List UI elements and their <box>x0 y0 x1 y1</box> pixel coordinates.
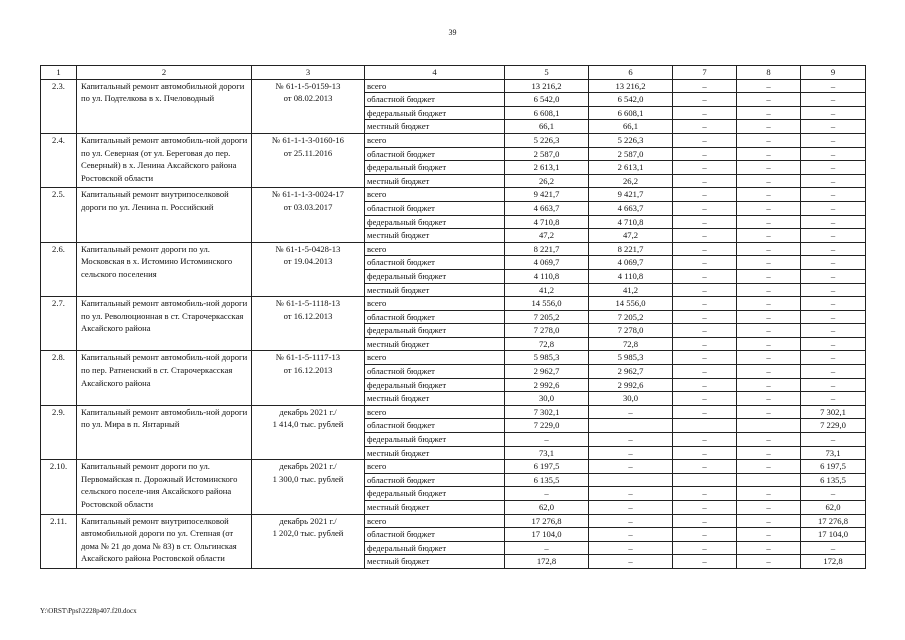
amount-col-7: – <box>673 365 737 379</box>
expertise-doc-line: № 61-1-1-3-0160-16 <box>272 134 344 145</box>
amount-col-9: 73,1 <box>801 446 866 460</box>
table-row <box>41 297 866 311</box>
amount-col-6: 2 613,1 <box>589 161 673 175</box>
expertise-doc-line: декабрь 2021 г./ <box>279 461 337 472</box>
amount-col-6: 13 216,2 <box>589 79 673 93</box>
amount-col-6 <box>589 473 673 487</box>
amount-col-9: – <box>801 161 866 175</box>
budget-source: областной бюджет <box>365 528 505 542</box>
table-row <box>41 242 866 256</box>
amount-col-7: – <box>673 392 737 406</box>
amount-col-6: 4 110,8 <box>589 269 673 283</box>
budget-source: федеральный бюджет <box>365 378 505 392</box>
amount-col-7: – <box>673 405 737 419</box>
amount-col-9: – <box>801 310 866 324</box>
amount-col-6: 26,2 <box>589 174 673 188</box>
table-row <box>41 351 866 365</box>
budget-source: всего <box>365 514 505 528</box>
header-cell: 1 <box>41 66 77 80</box>
amount-col-7: – <box>673 188 737 202</box>
amount-col-8: – <box>737 106 801 120</box>
expertise-doc <box>252 514 365 568</box>
amount-col-9: 6 135,5 <box>801 473 866 487</box>
total-amount: 72,8 <box>505 337 589 351</box>
budget-source: местный бюджет <box>365 392 505 406</box>
amount-col-7: – <box>673 324 737 338</box>
amount-col-7: – <box>673 351 737 365</box>
amount-col-8: – <box>737 365 801 379</box>
budget-source: всего <box>365 460 505 474</box>
amount-col-7: – <box>673 161 737 175</box>
amount-col-6: 7 278,0 <box>589 324 673 338</box>
amount-col-8: – <box>737 161 801 175</box>
budget-source: всего <box>365 351 505 365</box>
amount-col-8: – <box>737 147 801 161</box>
budget-source: федеральный бюджет <box>365 269 505 283</box>
amount-col-6: 41,2 <box>589 283 673 297</box>
amount-col-7: – <box>673 378 737 392</box>
expertise-doc-line: 1 300,0 тыс. рублей <box>272 473 344 484</box>
header-cell: 7 <box>673 66 737 80</box>
amount-col-6: 9 421,7 <box>589 188 673 202</box>
budget-source: федеральный бюджет <box>365 487 505 501</box>
project-name: Капитальный ремонт внутрипоселковой автомобильной дороги по ул. Степная (от дома № 21 до дома № 83) в ст. Ольгинская Аксайского района Ростовской области <box>77 514 252 568</box>
amount-col-8 <box>737 419 801 433</box>
amount-col-7: – <box>673 283 737 297</box>
budget-source: всего <box>365 79 505 93</box>
table-row <box>41 514 866 528</box>
total-amount: 17 104,0 <box>505 528 589 542</box>
amount-col-9: – <box>801 365 866 379</box>
amount-col-7: – <box>673 229 737 243</box>
amount-col-7: – <box>673 79 737 93</box>
amount-col-8: – <box>737 514 801 528</box>
table-row <box>41 405 866 419</box>
amount-col-6: – <box>589 446 673 460</box>
header-cell: 2 <box>77 66 252 80</box>
amount-col-6: – <box>589 460 673 474</box>
budget-source: местный бюджет <box>365 555 505 569</box>
amount-col-9: – <box>801 242 866 256</box>
item-number: 2.8. <box>41 351 77 405</box>
amount-col-6: 8 221,7 <box>589 242 673 256</box>
amount-col-6: 14 556,0 <box>589 297 673 311</box>
table-row <box>41 79 866 93</box>
expertise-doc-line: № 61-1-1-3-0024-17 <box>272 189 344 200</box>
amount-col-8: – <box>737 242 801 256</box>
budget-source: всего <box>365 405 505 419</box>
header-cell: 9 <box>801 66 866 80</box>
expertise-doc-line: от 16.12.2013 <box>283 365 333 376</box>
amount-col-9: – <box>801 297 866 311</box>
budget-source: местный бюджет <box>365 229 505 243</box>
amount-col-8: – <box>737 188 801 202</box>
expertise-doc <box>252 79 365 133</box>
total-amount: – <box>505 541 589 555</box>
amount-col-6: – <box>589 433 673 447</box>
expertise-doc-line: от 16.12.2013 <box>283 310 333 321</box>
total-amount: 9 421,7 <box>505 188 589 202</box>
amount-col-9: – <box>801 79 866 93</box>
amount-col-8: – <box>737 487 801 501</box>
budget-source: местный бюджет <box>365 174 505 188</box>
budget-source: областной бюджет <box>365 310 505 324</box>
amount-col-7: – <box>673 106 737 120</box>
item-number: 2.11. <box>41 514 77 568</box>
project-name: Капитальный ремонт автомобиль-ной дороги по ул. Северная (от ул. Береговая до пер. Северный) в х. Ленина Аксайского района Ростовской области <box>77 133 252 187</box>
amount-col-8: – <box>737 297 801 311</box>
expertise-doc <box>252 297 365 351</box>
amount-col-8 <box>737 473 801 487</box>
amount-col-6: – <box>589 487 673 501</box>
amount-col-7: – <box>673 201 737 215</box>
total-amount: 26,2 <box>505 174 589 188</box>
amount-col-7 <box>673 473 737 487</box>
budget-source: местный бюджет <box>365 283 505 297</box>
amount-col-9: – <box>801 215 866 229</box>
total-amount: 5 226,3 <box>505 133 589 147</box>
amount-col-7: – <box>673 310 737 324</box>
amount-col-8: – <box>737 446 801 460</box>
item-number: 2.10. <box>41 460 77 514</box>
amount-col-8: – <box>737 93 801 107</box>
amount-col-6: 6 608,1 <box>589 106 673 120</box>
amount-col-9: – <box>801 283 866 297</box>
amount-col-7: – <box>673 93 737 107</box>
amount-col-8: – <box>737 555 801 569</box>
amount-col-7 <box>673 419 737 433</box>
table-row <box>41 188 866 202</box>
amount-col-6: 30,0 <box>589 392 673 406</box>
amount-col-9: – <box>801 229 866 243</box>
budget-source: областной бюджет <box>365 419 505 433</box>
amount-col-6: 5 226,3 <box>589 133 673 147</box>
amount-col-6: 72,8 <box>589 337 673 351</box>
budget-source: всего <box>365 242 505 256</box>
item-number: 2.9. <box>41 405 77 459</box>
amount-col-9: – <box>801 256 866 270</box>
expertise-doc <box>252 351 365 405</box>
table-row <box>41 133 866 147</box>
budget-source: местный бюджет <box>365 501 505 515</box>
amount-col-6: – <box>589 514 673 528</box>
amount-col-7: – <box>673 133 737 147</box>
expertise-doc-line: от 19.04.2013 <box>283 256 333 267</box>
item-number: 2.7. <box>41 297 77 351</box>
amount-col-6: 7 205,2 <box>589 310 673 324</box>
amount-col-8: – <box>737 133 801 147</box>
total-amount: – <box>505 487 589 501</box>
amount-col-8: – <box>737 310 801 324</box>
total-amount: 14 556,0 <box>505 297 589 311</box>
amount-col-6: – <box>589 528 673 542</box>
expertise-doc-line: № 61-1-5-1118-13 <box>275 298 341 309</box>
amount-col-6: 2 992,6 <box>589 378 673 392</box>
amount-col-6: 6 542,0 <box>589 93 673 107</box>
total-amount: 73,1 <box>505 446 589 460</box>
amount-col-6: 2 962,7 <box>589 365 673 379</box>
amount-col-8: – <box>737 256 801 270</box>
amount-col-8: – <box>737 541 801 555</box>
amount-col-9: – <box>801 147 866 161</box>
budget-source: всего <box>365 133 505 147</box>
amount-col-9: – <box>801 269 866 283</box>
amount-col-9: – <box>801 337 866 351</box>
amount-col-8: – <box>737 120 801 134</box>
amount-col-7: – <box>673 337 737 351</box>
amount-col-6: 47,2 <box>589 229 673 243</box>
total-amount: 7 302,1 <box>505 405 589 419</box>
amount-col-8: – <box>737 392 801 406</box>
item-number: 2.6. <box>41 242 77 296</box>
item-number: 2.4. <box>41 133 77 187</box>
amount-col-8: – <box>737 324 801 338</box>
amount-col-9: – <box>801 93 866 107</box>
total-amount: 7 205,2 <box>505 310 589 324</box>
amount-col-9: 6 197,5 <box>801 460 866 474</box>
expertise-doc <box>252 188 365 242</box>
amount-col-6: 5 985,3 <box>589 351 673 365</box>
amount-col-8: – <box>737 351 801 365</box>
amount-col-7: – <box>673 541 737 555</box>
amount-col-6 <box>589 419 673 433</box>
amount-col-6: – <box>589 501 673 515</box>
project-name: Капитальный ремонт автомобиль-ной дороги по пер. Ратненский в ст. Старочеркасская Аксайского района <box>77 351 252 405</box>
amount-col-9: – <box>801 541 866 555</box>
page-number: 39 <box>448 28 457 37</box>
amount-col-9: 17 276,8 <box>801 514 866 528</box>
budget-source: федеральный бюджет <box>365 106 505 120</box>
amount-col-9: 7 302,1 <box>801 405 866 419</box>
amount-col-7: – <box>673 487 737 501</box>
amount-col-7: – <box>673 433 737 447</box>
amount-col-8: – <box>737 460 801 474</box>
expertise-doc-line: декабрь 2021 г./ <box>279 515 337 526</box>
amount-col-9: 172,8 <box>801 555 866 569</box>
total-amount: 8 221,7 <box>505 242 589 256</box>
amount-col-7: – <box>673 555 737 569</box>
total-amount: 2 613,1 <box>505 161 589 175</box>
budget-source: всего <box>365 297 505 311</box>
expertise-doc <box>252 405 365 459</box>
amount-col-7: – <box>673 501 737 515</box>
amount-col-8: – <box>737 405 801 419</box>
expertise-doc-line: № 61-1-5-1117-13 <box>275 352 341 363</box>
budget-source: местный бюджет <box>365 120 505 134</box>
total-amount: 6 197,5 <box>505 460 589 474</box>
amount-col-8: – <box>737 201 801 215</box>
expertise-doc-line: от 25.11.2016 <box>283 147 333 158</box>
amount-col-8: – <box>737 174 801 188</box>
expertise-doc-line: № 61-1-5-0428-13 <box>275 243 341 254</box>
total-amount: 13 216,2 <box>505 79 589 93</box>
expertise-doc-line: от 03.03.2017 <box>283 201 333 212</box>
project-name: Капитальный ремонт автомобиль-ной дороги по ул. Мира в п. Янтарный <box>77 405 252 459</box>
project-name: Капитальный ремонт автомобиль-ной дороги по ул. Революционная в ст. Старочеркасская Аксайского района <box>77 297 252 351</box>
table-body <box>41 66 866 569</box>
expertise-doc-line: № 61-1-5-0159-13 <box>275 80 341 91</box>
expertise-doc-line: от 08.02.2013 <box>283 93 333 104</box>
total-amount: 4 663,7 <box>505 201 589 215</box>
amount-col-7: – <box>673 215 737 229</box>
amount-col-9: 17 104,0 <box>801 528 866 542</box>
amount-col-9: – <box>801 201 866 215</box>
budget-table <box>40 65 866 569</box>
budget-source: федеральный бюджет <box>365 161 505 175</box>
amount-col-6: – <box>589 405 673 419</box>
amount-col-8: – <box>737 215 801 229</box>
total-amount: 4 110,8 <box>505 269 589 283</box>
amount-col-6: 4 069,7 <box>589 256 673 270</box>
amount-col-7: – <box>673 256 737 270</box>
file-path-footer: Y:\ORST\Ppsl\2228p407.f20.docx <box>40 607 137 615</box>
amount-col-7: – <box>673 514 737 528</box>
amount-col-8: – <box>737 528 801 542</box>
budget-source: федеральный бюджет <box>365 215 505 229</box>
total-amount: 2 962,7 <box>505 365 589 379</box>
amount-col-6: – <box>589 541 673 555</box>
amount-col-9: – <box>801 106 866 120</box>
amount-col-6: 4 663,7 <box>589 201 673 215</box>
expertise-doc-line: декабрь 2021 г./ <box>279 406 337 417</box>
header-row <box>41 66 866 80</box>
total-amount: 47,2 <box>505 229 589 243</box>
total-amount: 2 992,6 <box>505 378 589 392</box>
budget-source: местный бюджет <box>365 446 505 460</box>
budget-source: областной бюджет <box>365 147 505 161</box>
total-amount: 6 608,1 <box>505 106 589 120</box>
amount-col-9: – <box>801 133 866 147</box>
total-amount: 172,8 <box>505 555 589 569</box>
total-amount: 2 587,0 <box>505 147 589 161</box>
header-cell: 8 <box>737 66 801 80</box>
amount-col-8: – <box>737 337 801 351</box>
budget-source: всего <box>365 188 505 202</box>
total-amount: 6 542,0 <box>505 93 589 107</box>
amount-col-9: – <box>801 392 866 406</box>
total-amount: 17 276,8 <box>505 514 589 528</box>
amount-col-7: – <box>673 174 737 188</box>
project-name: Капитальный ремонт автомобильной дороги по ул. Подтелкова в х. Пчеловодный <box>77 79 252 133</box>
amount-col-9: – <box>801 433 866 447</box>
total-amount: 4 710,8 <box>505 215 589 229</box>
total-amount: – <box>505 433 589 447</box>
amount-col-8: – <box>737 229 801 243</box>
budget-source: местный бюджет <box>365 337 505 351</box>
expertise-doc <box>252 242 365 296</box>
amount-col-7: – <box>673 446 737 460</box>
amount-col-9: 62,0 <box>801 501 866 515</box>
total-amount: 66,1 <box>505 120 589 134</box>
amount-col-9: 7 229,0 <box>801 419 866 433</box>
amount-col-7: – <box>673 460 737 474</box>
total-amount: 41,2 <box>505 283 589 297</box>
table-row <box>41 460 866 474</box>
amount-col-8: – <box>737 501 801 515</box>
budget-source: областной бюджет <box>365 365 505 379</box>
item-number: 2.3. <box>41 79 77 133</box>
total-amount: 7 229,0 <box>505 419 589 433</box>
project-name: Капитальный ремонт дороги по ул. Московская в х. Истомино Истоминского сельского поселения <box>77 242 252 296</box>
amount-col-9: – <box>801 188 866 202</box>
amount-col-7: – <box>673 269 737 283</box>
amount-col-9: – <box>801 351 866 365</box>
header-cell: 5 <box>505 66 589 80</box>
project-name: Капитальный ремонт внутрипоселковой дороги по ул. Ленина п. Российский <box>77 188 252 242</box>
expertise-doc <box>252 460 365 514</box>
total-amount: 4 069,7 <box>505 256 589 270</box>
amount-col-9: – <box>801 120 866 134</box>
amount-col-7: – <box>673 120 737 134</box>
total-amount: 5 985,3 <box>505 351 589 365</box>
budget-source: областной бюджет <box>365 201 505 215</box>
expertise-doc <box>252 133 365 187</box>
amount-col-7: – <box>673 242 737 256</box>
expertise-doc-line: 1 414,0 тыс. рублей <box>272 419 344 430</box>
total-amount: 7 278,0 <box>505 324 589 338</box>
amount-col-8: – <box>737 433 801 447</box>
total-amount: 62,0 <box>505 501 589 515</box>
amount-col-7: – <box>673 147 737 161</box>
budget-source: областной бюджет <box>365 256 505 270</box>
project-name: Капитальный ремонт дороги по ул. Первомайская п. Дорожный Истоминского сельского поселе-ния Аксайского района Ростовской области <box>77 460 252 514</box>
budget-source: федеральный бюджет <box>365 433 505 447</box>
amount-col-8: – <box>737 269 801 283</box>
amount-col-7: – <box>673 297 737 311</box>
amount-col-8: – <box>737 283 801 297</box>
amount-col-9: – <box>801 174 866 188</box>
amount-col-9: – <box>801 378 866 392</box>
amount-col-6: 4 710,8 <box>589 215 673 229</box>
budget-source: федеральный бюджет <box>365 541 505 555</box>
amount-col-8: – <box>737 378 801 392</box>
amount-col-6: – <box>589 555 673 569</box>
amount-col-9: – <box>801 487 866 501</box>
budget-source: областной бюджет <box>365 473 505 487</box>
amount-col-9: – <box>801 324 866 338</box>
total-amount: 30,0 <box>505 392 589 406</box>
amount-col-6: 2 587,0 <box>589 147 673 161</box>
header-cell: 4 <box>365 66 505 80</box>
expertise-doc-line: 1 202,0 тыс. рублей <box>272 528 344 539</box>
header-cell: 6 <box>589 66 673 80</box>
amount-col-8: – <box>737 79 801 93</box>
amount-col-7: – <box>673 528 737 542</box>
item-number: 2.5. <box>41 188 77 242</box>
header-cell: 3 <box>252 66 365 80</box>
budget-source: областной бюджет <box>365 93 505 107</box>
amount-col-6: 66,1 <box>589 120 673 134</box>
total-amount: 6 135,5 <box>505 473 589 487</box>
budget-source: федеральный бюджет <box>365 324 505 338</box>
